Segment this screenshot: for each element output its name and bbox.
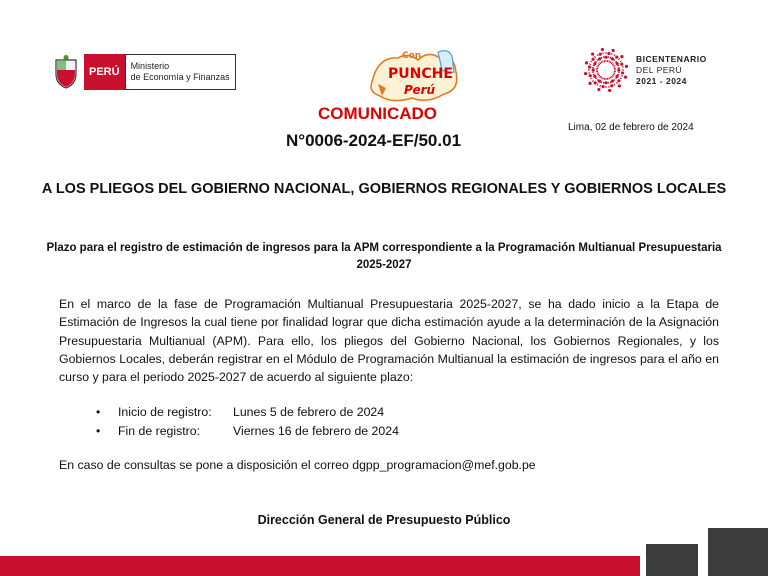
mef-logo <box>52 52 236 92</box>
communique-number: N°0006-2024-EF/50.01 <box>286 131 462 150</box>
emblem-dot <box>620 55 623 58</box>
emblem-dot <box>584 72 587 75</box>
contact-paragraph: En caso de consultas se pone a disposición el correo dgpp_programacion@mef.gob.pe <box>59 458 536 472</box>
communique-title: COMUNICADO <box>318 104 437 123</box>
subject-heading: Plazo para el registro de estimación de ingresos para la APM correspondiente a la Programación Multianual Presupuestaria 2025-2027 <box>46 242 722 271</box>
ministry-line-2: de Economía y Finanzas <box>130 72 230 82</box>
bicentenario-logo <box>584 48 707 92</box>
emblem-ray <box>607 78 609 90</box>
footer-gray-block <box>646 544 698 576</box>
schedule-value: Viernes 16 de febrero de 2024 <box>233 424 399 438</box>
peru-coat-of-arms-icon <box>52 54 80 90</box>
communique-date: Lima, 02 de febrero de 2024 <box>568 122 694 133</box>
bicentenario-line-1: BICENTENARIO <box>636 53 707 64</box>
campaign-line-1: Con <box>402 51 422 61</box>
bicentenario-line-3: 2021 - 2024 <box>636 75 687 86</box>
emblem-dot <box>608 89 611 92</box>
footer-gray-block-large <box>708 528 768 576</box>
schedule-label: Fin de registro: <box>118 424 201 438</box>
emblem-dot <box>601 48 604 51</box>
schedule-item-end <box>88 422 399 441</box>
ministry-name <box>125 54 236 90</box>
emblem-dot <box>588 82 591 85</box>
con-punche-peru-logo <box>368 44 462 106</box>
bicentenario-line-2: DEL PERÚ <box>636 64 683 75</box>
body-paragraph: En el marco de la fase de Programación Multianual Presupuestaria 2025-2027, se ha dado inicio a la Etapa de Estimación de Ingresos la cual tiene por finalidad lograr que dicha estimación ayude a la determinación de la Asignación Presupuestaria Multianual (APM). Para ello, los pliegos del Gobierno Nacional, los Gobiernos Regionales, y los Gobiernos Locales, deberán registrar en el Módulo de Programación Multianual la estimación de ingresos para el año en curso y para el periodo 2025-2027 de acuerdo al siguiente plazo: <box>59 297 719 385</box>
emblem-dot <box>618 84 621 87</box>
schedule-label: Inicio de registro: <box>118 405 212 419</box>
campaign-line-3: Perú <box>404 83 436 97</box>
bicentenario-text <box>636 54 707 87</box>
emblem-ray <box>586 71 598 73</box>
addressee-heading: A LOS PLIEGOS DEL GOBIERNO NACIONAL, GOBIERNOS REGIONALES Y GOBIERNOS LOCALES <box>41 181 727 197</box>
schedule-list <box>88 403 399 441</box>
footer-red-bar <box>0 556 640 576</box>
emblem-dot <box>597 88 600 91</box>
emblem-ray <box>603 50 605 62</box>
emblem-dot <box>624 76 627 79</box>
schedule-item-start <box>88 403 399 422</box>
emblem-dot <box>625 65 628 68</box>
signature: Dirección General de Presupuesto Público <box>257 513 511 527</box>
emblem-dot <box>591 52 594 55</box>
schedule-value: Lunes 5 de febrero de 2024 <box>233 405 385 419</box>
bicentenario-emblem-icon <box>584 48 628 92</box>
emblem-ray <box>614 67 626 69</box>
peru-label: PERÚ <box>84 54 125 90</box>
ministry-line-1: Ministerio <box>130 61 170 71</box>
campaign-line-2: PUNCHE <box>388 66 453 82</box>
emblem-dot <box>585 61 588 64</box>
emblem-dot <box>612 49 615 52</box>
